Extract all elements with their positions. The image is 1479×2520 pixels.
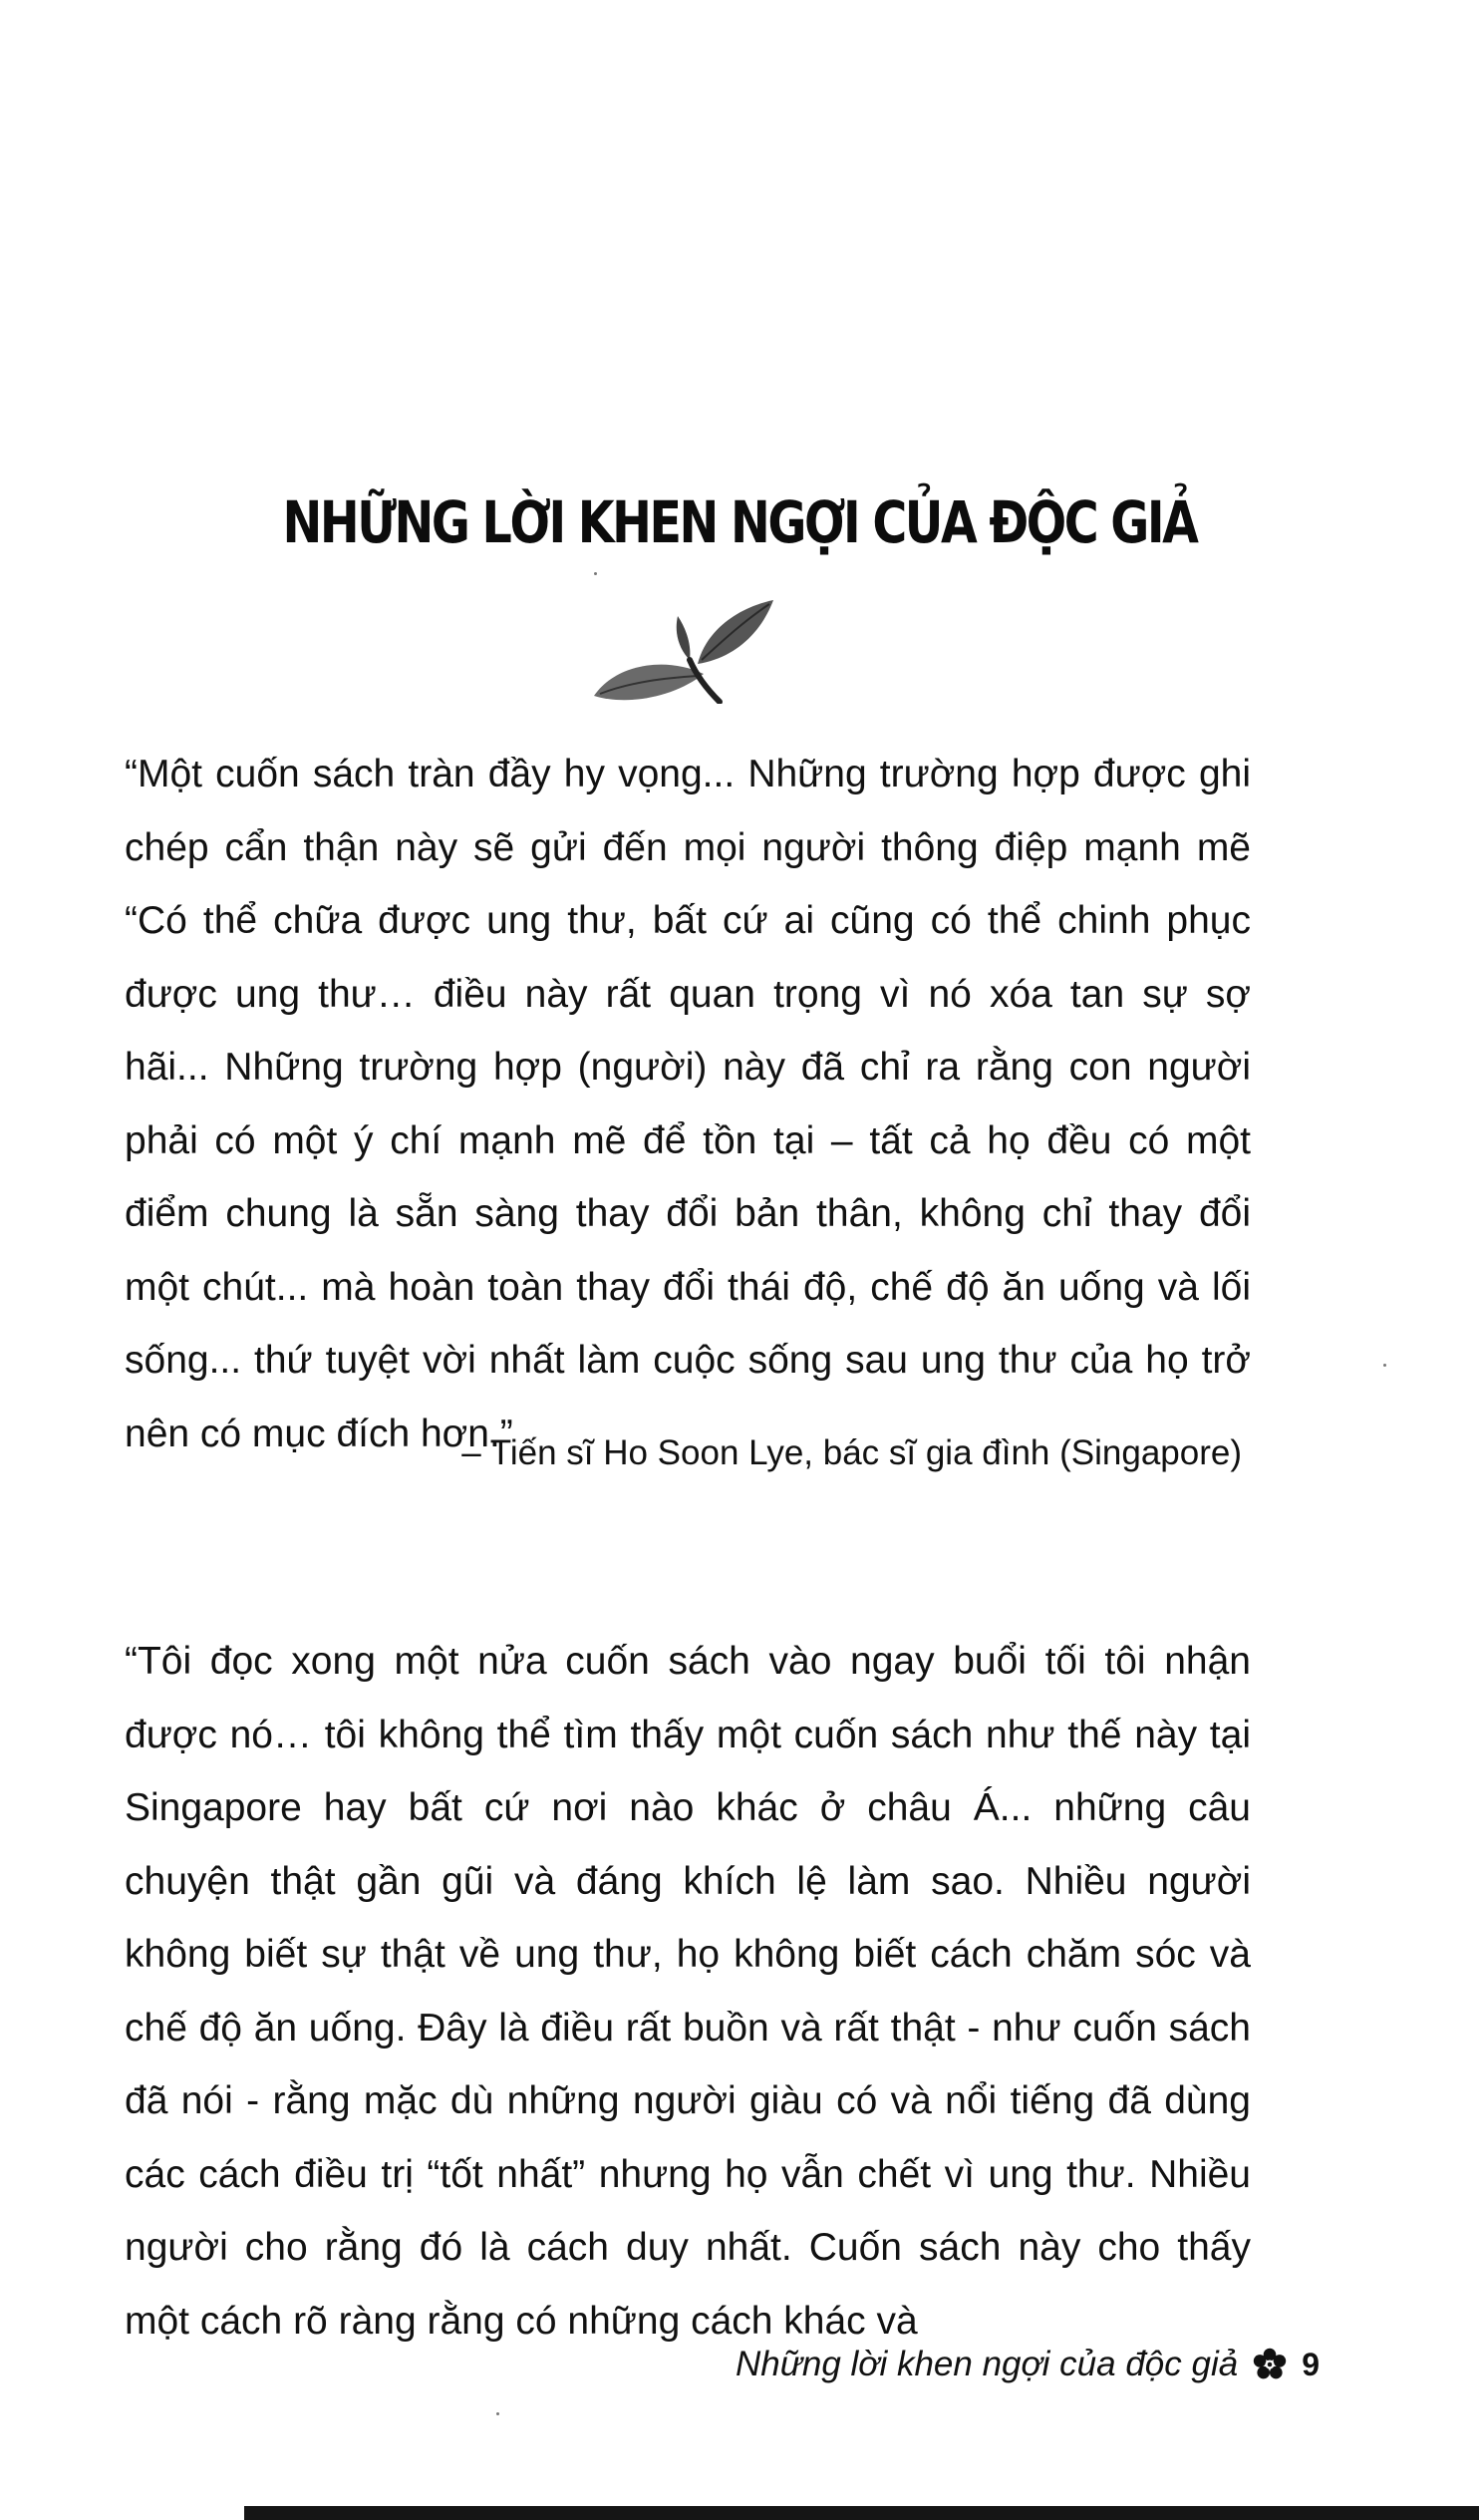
testimonial-1-attribution: – Tiến sĩ Ho Soon Lye, bác sĩ gia đình (Singapore) (461, 1433, 1242, 1472)
page-title: NHỮNG LỜI KHEN NGỢI CỦA ĐỘC GIẢ (282, 488, 1197, 556)
print-speck (594, 572, 597, 575)
print-speck (496, 2412, 499, 2415)
print-speck (1383, 1364, 1386, 1367)
page-footer (736, 2345, 1320, 2384)
running-title: Những lời khen ngợi của độc giả (735, 2345, 1239, 2383)
testimonial-2-quote: “Tôi đọc xong một nửa cuốn sách vào ngay buổi tối tôi nhận được nó… tôi không thể tìm thấy một cuốn sách như thế này tại Singapore hay bất cứ nơi nào khác ở châu Á... những câu chuyện thật gần gũi và đáng khích lệ làm sao. Nhiều người không biết sự thật về ung thư, họ không biết cách chăm sóc và chế độ ăn uống. Đây là điều rất buồn và rất thật - như cuốn sách đã nói - rằng mặc dù những người giàu có và nổi tiếng đã dùng các cách điều trị “tốt nhất” nhưng họ vẫn chết vì ung thư. Nhiều người cho rằng đó là cách duy nhất. Cuốn sách này cho thấy một cách rõ ràng rằng có những cách khác và (125, 1640, 1251, 2343)
testimonial-1-quote: “Một cuốn sách tràn đầy hy vọng... Những trường hợp được ghi chép cẩn thận này sẽ gửi đến mọi người thông điệp mạnh mẽ “Có thể chữa được ung thư, bất cứ ai cũng có thể chinh phục được ung thư… điều này rất quan trọng vì nó xóa tan sự sợ hãi... Những trường hợp (người) này đã chỉ ra rằng con người phải có một ý chí mạnh mẽ để tồn tại – tất cả họ đều có một điểm chung là sẵn sàng thay đổi bản thân, không chỉ thay đổi một chút... mà hoàn toàn thay đổi thái độ, chế độ ăn uống và lối sống... thứ tuyệt vời nhất làm cuộc sống sau ung thư của họ trở nên có mục đích hơn.” (125, 753, 1251, 1455)
flower-ornament-icon (1252, 2347, 1288, 2382)
scan-edge-shadow (244, 2506, 1479, 2520)
leaf-sprig-icon (586, 594, 775, 704)
page-number: 9 (1302, 2346, 1320, 2382)
